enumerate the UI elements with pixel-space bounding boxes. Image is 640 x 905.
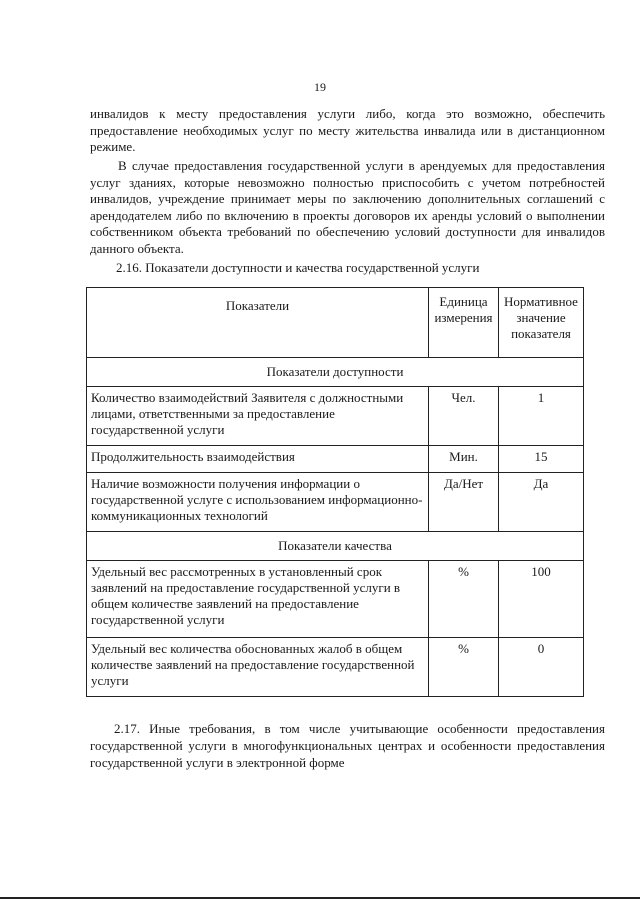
paragraph-rented-buildings: В случае предоставления государственной услуги в арендуемых для предоставления услуг зданиях, которые невозможно полностью приспособить с учетом потребностей инвалидов, учреждение принимает меры по заключению дополнительных соглашений с арендодателем либо по включению в проекты договоров их аренды условий о выполнении собственником объекта требований по обеспечению условий доступности для инвалидов данного объекта. [90, 158, 605, 256]
table-row [87, 561, 584, 638]
row-name: Наличие возможности получения информации о государственной услуге с использованием информационно-коммуникационных технологий [87, 473, 429, 532]
page-bottom-rule [0, 897, 640, 899]
header-indicators: Показатели [87, 288, 429, 358]
row-name: Удельный вес количества обоснованных жалоб в общем количестве заявлений на предоставление государственной услуги [87, 638, 429, 697]
row-unit: % [429, 638, 499, 697]
table-section-row [87, 532, 584, 561]
header-unit: Единица измерения [429, 288, 499, 358]
table-row [87, 473, 584, 532]
row-value: Да [499, 473, 584, 532]
paragraph-2-17: 2.17. Иные требования, в том числе учитывающие особенности предоставления государственной услуги в многофункциональных центрах и особенности предоставления государственной услуги в электронной форме [90, 721, 605, 770]
row-value: 15 [499, 446, 584, 473]
row-value: 0 [499, 638, 584, 697]
paragraph-disabled-access: инвалидов к месту предоставления услуги либо, когда это возможно, обеспечить предоставление необходимых услуг по месту жительства инвалида или в дистанционном режиме. [90, 106, 605, 154]
section-access-indicators: Показатели доступности [87, 358, 584, 387]
row-unit: % [429, 561, 499, 638]
section-quality-indicators: Показатели качества [87, 532, 584, 561]
row-name: Удельный вес рассмотренных в установленный срок заявлений на предоставление государственной услуги в общем количестве заявлений на предоставление государственной услуги [87, 561, 429, 638]
indicators-table [86, 287, 584, 697]
row-name: Продолжительность взаимодействия [87, 446, 429, 473]
table-header-row [87, 288, 584, 358]
row-name: Количество взаимодействий Заявителя с должностными лицами, ответственными за предоставление государственной услуги [87, 387, 429, 446]
table-row [87, 446, 584, 473]
header-norm-value: Нормативное значение показателя [499, 288, 584, 358]
section-heading-2-16: 2.16. Показатели доступности и качества государственной услуги [116, 260, 480, 275]
row-unit: Чел. [429, 387, 499, 446]
page-number: 19 [314, 80, 326, 94]
row-unit: Да/Нет [429, 473, 499, 532]
row-value: 1 [499, 387, 584, 446]
row-value: 100 [499, 561, 584, 638]
table-row [87, 638, 584, 697]
table-row [87, 387, 584, 446]
row-unit: Мин. [429, 446, 499, 473]
table-section-row [87, 358, 584, 387]
